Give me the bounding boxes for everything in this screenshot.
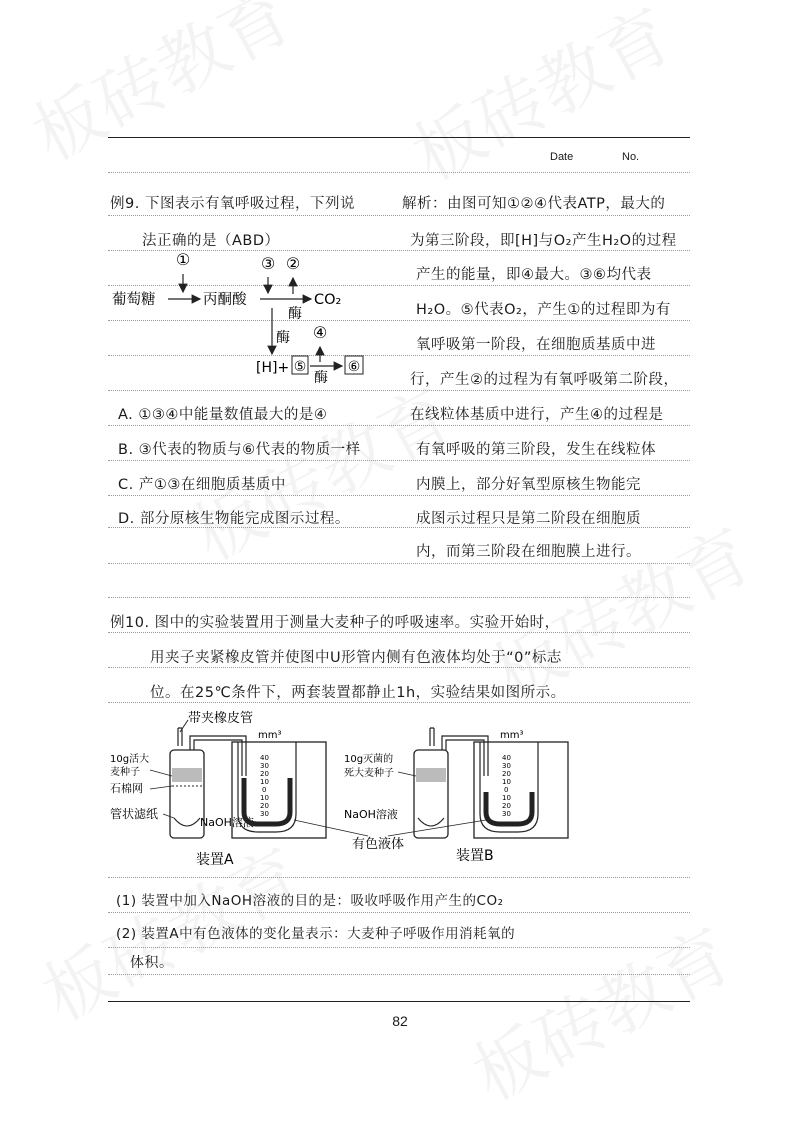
gauze-label: 石棉网	[110, 782, 143, 795]
analysis-line: 内，而第三阶段在细胞膜上进行。	[416, 544, 641, 560]
seeds-b	[416, 768, 446, 782]
svg-text:20: 20	[502, 802, 511, 810]
circle-4-label: ④	[312, 323, 328, 342]
ruled-line	[108, 667, 690, 668]
option-c: C. 产①③在细胞质基质中	[118, 477, 286, 493]
ruled-line	[108, 563, 690, 564]
enzyme-label: 酶	[314, 370, 328, 384]
circle-1-label: ①	[175, 250, 191, 269]
ruled-line	[108, 877, 690, 878]
leader-line	[180, 720, 188, 732]
circle-3-label: ③	[260, 254, 276, 273]
analysis-line: 成图示过程只是第二阶段在细胞质	[416, 511, 641, 527]
unit-label: mm³	[258, 730, 282, 741]
analysis-line: H₂O。⑤代表O₂，产生①的过程即为有	[416, 302, 671, 318]
svg-text:30: 30	[502, 810, 511, 818]
live-seeds-label: 麦种子	[110, 767, 140, 778]
svg-text:30: 30	[502, 762, 511, 770]
answer-2: (2) 装置A中有色液体的变化量表示：大麦种子呼吸作用消耗氧的	[116, 926, 516, 942]
analysis-line: 氧呼吸第一阶段，在细胞质基质中进	[416, 337, 656, 353]
leader-line	[398, 772, 416, 776]
apparatus-a-label: 装置A	[196, 852, 234, 868]
footer-rule	[108, 1001, 690, 1002]
svg-text:30: 30	[260, 762, 269, 770]
svg-text:20: 20	[260, 802, 269, 810]
answer-2-continued: 体积。	[130, 955, 174, 971]
clamp-tube	[430, 728, 434, 746]
ruled-line	[108, 974, 690, 975]
watermark	[393, 0, 688, 201]
page-number: 82	[392, 1013, 408, 1029]
svg-text:0: 0	[262, 786, 267, 794]
dead-seeds-label: 10g灭菌的	[344, 754, 394, 765]
leader-line	[294, 820, 368, 836]
example10-line2: 用夹子夹紧橡皮管并使图中U形管内侧有色液体均处于“0”标志	[150, 650, 562, 666]
svg-text:0: 0	[504, 786, 509, 794]
hydrogen-label: [H]+	[256, 360, 290, 376]
svg-text:20: 20	[502, 770, 511, 778]
ruled-line	[108, 425, 690, 426]
ruled-line	[108, 390, 690, 391]
circle-5-label: ⑤	[293, 359, 307, 375]
ruled-line	[108, 215, 690, 216]
svg-text:40: 40	[502, 754, 511, 762]
apparatus-b-label: 装置B	[456, 848, 494, 864]
number-label: No.	[622, 151, 640, 163]
leader-line	[150, 770, 172, 776]
analysis-line: 行，产生②的过程为有氧呼吸第二阶段，	[410, 372, 679, 388]
live-seeds-label: 10g活大	[110, 754, 150, 765]
respiration-pathway-diagram	[108, 248, 400, 384]
enzyme-label: 酶	[288, 306, 302, 322]
glucose-label: 葡萄糖	[112, 292, 156, 308]
example9-question-line1: 例9. 下图表示有氧呼吸过程，下列说	[110, 196, 355, 212]
analysis-line: 解析：由图可知①②④代表ATP，最大的	[402, 196, 666, 212]
option-d: D. 部分原核生物能完成图示过程。	[118, 511, 350, 527]
watermark	[13, 0, 308, 181]
scale-b	[502, 754, 511, 818]
ruled-line	[108, 947, 690, 948]
enzyme-label: 酶	[276, 330, 290, 346]
naoh-b-label: NaOH溶液	[344, 808, 398, 821]
ruled-line	[108, 495, 690, 496]
unit-label: mm³	[500, 730, 524, 741]
apparatus-figure	[108, 706, 690, 876]
example9-question-line2: 法正确的是（ABD）	[142, 233, 280, 249]
svg-text:10: 10	[502, 794, 511, 802]
flask-a	[170, 750, 204, 838]
seeds-a	[172, 768, 202, 782]
pyruvate-label: 丙酮酸	[203, 292, 247, 308]
circle-2-label: ②	[285, 254, 301, 273]
svg-text:10: 10	[260, 794, 269, 802]
analysis-line: 内膜上，部分好氧型原核生物能完	[416, 477, 641, 493]
example10-line3: 位。在25℃条件下，两套装置都静止1h，实验结果如图所示。	[150, 685, 566, 701]
answer-1: (1) 装置中加入NaOH溶液的目的是：吸收呼吸作用产生的CO₂	[116, 893, 504, 909]
date-label: Date	[550, 151, 574, 163]
svg-text:10: 10	[502, 778, 511, 786]
example10-line1: 例10. 图中的实验装置用于测量大麦种子的呼吸速率。实验开始时，	[110, 615, 560, 631]
flask-b	[414, 750, 448, 838]
ruled-line	[108, 460, 690, 461]
svg-text:10: 10	[260, 778, 269, 786]
analysis-line: 有氧呼吸的第三阶段，发生在线粒体	[416, 442, 656, 458]
svg-text:30: 30	[260, 810, 269, 818]
co2-label: CO₂	[314, 292, 342, 308]
filter-paper-label: 管状滤纸	[110, 807, 159, 821]
option-b: B. ③代表的物质与⑥代表的物质一样	[118, 442, 361, 458]
dead-seeds-label: 死大麦种子	[344, 768, 394, 779]
ruled-line	[108, 912, 690, 913]
circle-6-label: ⑥	[347, 359, 361, 375]
analysis-line: 在线粒体基质中进行，产生④的过程是	[410, 407, 664, 423]
analysis-line: 为第三阶段，即[H]与O₂产生H₂O的过程	[410, 233, 677, 249]
ruled-line	[108, 702, 690, 703]
svg-text:20: 20	[260, 770, 269, 778]
ruled-line	[108, 597, 690, 598]
colored-liquid-label: 有色液体	[352, 837, 405, 852]
option-a: A. ①③④中能量数值最大的是④	[118, 407, 328, 423]
leader-line	[150, 786, 172, 789]
ruled-line	[108, 632, 690, 633]
svg-text:40: 40	[260, 754, 269, 762]
clamp-tube-label: 带夹橡皮管	[188, 711, 254, 726]
ruled-line	[108, 172, 690, 173]
header-rule	[108, 137, 690, 138]
scale-a	[260, 754, 269, 818]
analysis-line: 产生的能量，即④最大。③⑥均代表	[416, 267, 652, 283]
naoh-a-label: NaOH溶液	[200, 816, 254, 829]
